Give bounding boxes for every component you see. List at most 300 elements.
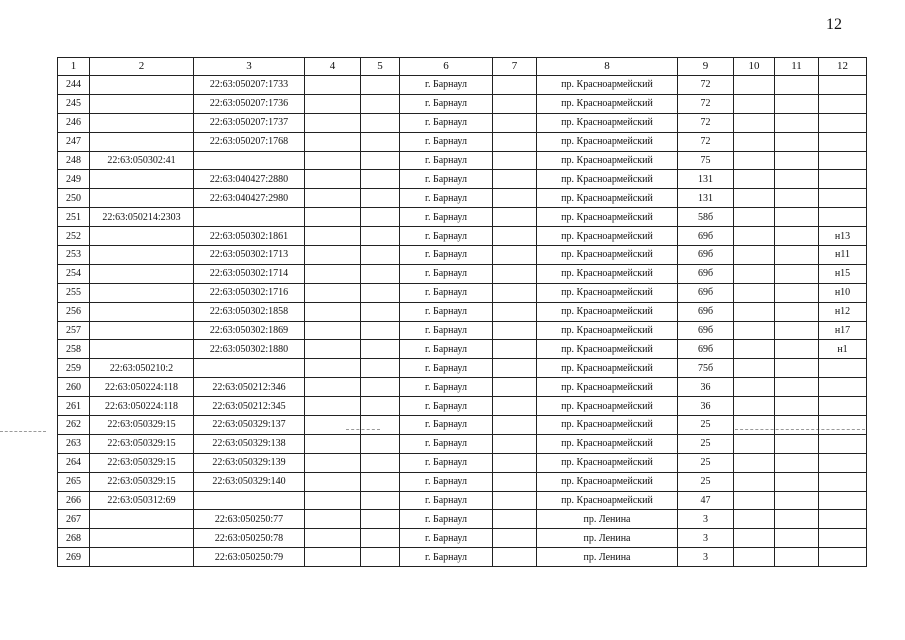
table-row (58, 453, 867, 472)
row-number-cell: 266 (58, 491, 90, 510)
house-number-cell: 3 (678, 510, 734, 529)
row-number-cell: 250 (58, 189, 90, 208)
table-row (58, 434, 867, 453)
house-number-cell: 58б (678, 208, 734, 227)
city-cell: г. Барнаул (400, 434, 493, 453)
col5-cell (361, 132, 400, 151)
cadastral-number-b-cell: 22:63:050302:1713 (194, 246, 305, 265)
street-cell: пр. Красноармейский (537, 340, 678, 359)
col4-cell (305, 302, 361, 321)
cadastral-number-a-cell: 22:63:050302:41 (90, 151, 194, 170)
cadastral-number-a-cell (90, 321, 194, 340)
city-cell: г. Барнаул (400, 94, 493, 113)
col10-cell (734, 170, 775, 189)
premise-number-cell (819, 529, 867, 548)
row-number-cell: 257 (58, 321, 90, 340)
col4-cell (305, 340, 361, 359)
cadastral-number-b-cell: 22:63:050329:138 (194, 434, 305, 453)
premise-number-cell (819, 378, 867, 397)
city-cell: г. Барнаул (400, 132, 493, 151)
house-number-cell: 36 (678, 397, 734, 416)
col4-cell (305, 227, 361, 246)
column-header: 2 (90, 58, 194, 76)
cadastral-number-a-cell (90, 264, 194, 283)
cadastral-number-a-cell: 22:63:050214:2303 (90, 208, 194, 227)
col5-cell (361, 302, 400, 321)
column-header: 12 (819, 58, 867, 76)
cadastral-number-b-cell: 22:63:050302:1858 (194, 302, 305, 321)
city-cell: г. Барнаул (400, 264, 493, 283)
cadastral-number-b-cell: 22:63:050250:77 (194, 510, 305, 529)
col7-cell (493, 170, 537, 189)
table-row (58, 208, 867, 227)
premise-number-cell (819, 132, 867, 151)
premise-number-cell (819, 208, 867, 227)
cadastral-number-a-cell: 22:63:050224:118 (90, 397, 194, 416)
city-cell: г. Барнаул (400, 548, 493, 567)
city-cell: г. Барнаул (400, 76, 493, 95)
premise-number-cell (819, 453, 867, 472)
premise-number-cell (819, 434, 867, 453)
house-number-cell: 69б (678, 246, 734, 265)
col11-cell (775, 359, 819, 378)
cadastral-number-b-cell: 22:63:050302:1861 (194, 227, 305, 246)
street-cell: пр. Красноармейский (537, 283, 678, 302)
cadastral-number-b-cell: 22:63:050207:1733 (194, 76, 305, 95)
col7-cell (493, 548, 537, 567)
cadastral-number-b-cell: 22:63:050302:1716 (194, 283, 305, 302)
cadastral-number-b-cell: 22:63:050207:1768 (194, 132, 305, 151)
col7-cell (493, 416, 537, 435)
premise-number-cell (819, 151, 867, 170)
cadastral-number-a-cell: 22:63:050329:15 (90, 416, 194, 435)
city-cell: г. Барнаул (400, 416, 493, 435)
table-row (58, 170, 867, 189)
col4-cell (305, 321, 361, 340)
col5-cell (361, 227, 400, 246)
col10-cell (734, 321, 775, 340)
col11-cell (775, 189, 819, 208)
cadastral-number-b-cell: 22:63:040427:2980 (194, 189, 305, 208)
col7-cell (493, 359, 537, 378)
table-row (58, 359, 867, 378)
cadastral-number-b-cell: 22:63:050250:79 (194, 548, 305, 567)
col5-cell (361, 151, 400, 170)
row-number-cell: 253 (58, 246, 90, 265)
col5-cell (361, 76, 400, 95)
premise-number-cell: н10 (819, 283, 867, 302)
cadastral-number-a-cell (90, 76, 194, 95)
col10-cell (734, 246, 775, 265)
col11-cell (775, 246, 819, 265)
col11-cell (775, 208, 819, 227)
scan-artifact-line (0, 431, 46, 432)
col10-cell (734, 359, 775, 378)
house-number-cell: 25 (678, 453, 734, 472)
street-cell: пр. Красноармейский (537, 189, 678, 208)
row-number-cell: 269 (58, 548, 90, 567)
table-row (58, 548, 867, 567)
column-header: 9 (678, 58, 734, 76)
col4-cell (305, 548, 361, 567)
row-number-cell: 249 (58, 170, 90, 189)
premise-number-cell: н1 (819, 340, 867, 359)
col5-cell (361, 359, 400, 378)
col5-cell (361, 416, 400, 435)
cadastral-number-b-cell: 22:63:050207:1736 (194, 94, 305, 113)
cadastral-number-a-cell (90, 227, 194, 246)
col10-cell (734, 510, 775, 529)
table-row (58, 151, 867, 170)
col5-cell (361, 472, 400, 491)
row-number-cell: 261 (58, 397, 90, 416)
street-cell: пр. Красноармейский (537, 491, 678, 510)
col4-cell (305, 264, 361, 283)
col5-cell (361, 491, 400, 510)
cadastral-number-a-cell: 22:63:050210:2 (90, 359, 194, 378)
table-row (58, 302, 867, 321)
table-row (58, 491, 867, 510)
col7-cell (493, 94, 537, 113)
col4-cell (305, 378, 361, 397)
street-cell: пр. Красноармейский (537, 472, 678, 491)
col11-cell (775, 283, 819, 302)
row-number-cell: 255 (58, 283, 90, 302)
city-cell: г. Барнаул (400, 359, 493, 378)
row-number-cell: 267 (58, 510, 90, 529)
col10-cell (734, 529, 775, 548)
cadastral-number-a-cell (90, 340, 194, 359)
col11-cell (775, 264, 819, 283)
row-number-cell: 247 (58, 132, 90, 151)
house-number-cell: 72 (678, 132, 734, 151)
col5-cell (361, 170, 400, 189)
row-number-cell: 259 (58, 359, 90, 378)
premise-number-cell (819, 397, 867, 416)
col7-cell (493, 472, 537, 491)
cadastral-number-a-cell (90, 246, 194, 265)
street-cell: пр. Красноармейский (537, 132, 678, 151)
premise-number-cell: н11 (819, 246, 867, 265)
col5-cell (361, 283, 400, 302)
col10-cell (734, 397, 775, 416)
col7-cell (493, 208, 537, 227)
col4-cell (305, 359, 361, 378)
table-row (58, 94, 867, 113)
street-cell: пр. Ленина (537, 529, 678, 548)
col10-cell (734, 491, 775, 510)
house-number-cell: 3 (678, 548, 734, 567)
table-header-row (58, 58, 867, 76)
premise-number-cell: н13 (819, 227, 867, 246)
col4-cell (305, 76, 361, 95)
cadastral-number-b-cell (194, 491, 305, 510)
street-cell: пр. Красноармейский (537, 227, 678, 246)
col11-cell (775, 76, 819, 95)
col10-cell (734, 453, 775, 472)
cadastral-number-a-cell (90, 529, 194, 548)
col10-cell (734, 340, 775, 359)
col11-cell (775, 132, 819, 151)
house-number-cell: 25 (678, 434, 734, 453)
row-number-cell: 254 (58, 264, 90, 283)
col7-cell (493, 434, 537, 453)
col7-cell (493, 340, 537, 359)
table-row (58, 264, 867, 283)
col5-cell (361, 264, 400, 283)
col5-cell (361, 94, 400, 113)
cadastral-number-b-cell: 22:63:050207:1737 (194, 113, 305, 132)
house-number-cell: 72 (678, 113, 734, 132)
city-cell: г. Барнаул (400, 302, 493, 321)
cadastral-number-b-cell (194, 359, 305, 378)
cadastral-number-b-cell: 22:63:050329:139 (194, 453, 305, 472)
cadastral-number-b-cell: 22:63:050250:78 (194, 529, 305, 548)
col5-cell (361, 340, 400, 359)
table-row (58, 189, 867, 208)
col5-cell (361, 434, 400, 453)
city-cell: г. Барнаул (400, 227, 493, 246)
col10-cell (734, 472, 775, 491)
col10-cell (734, 264, 775, 283)
col10-cell (734, 113, 775, 132)
house-number-cell: 69б (678, 283, 734, 302)
house-number-cell: 69б (678, 264, 734, 283)
premise-number-cell: н17 (819, 321, 867, 340)
column-header: 8 (537, 58, 678, 76)
col4-cell (305, 113, 361, 132)
row-number-cell: 264 (58, 453, 90, 472)
page-number: 12 (826, 16, 842, 33)
house-number-cell: 72 (678, 94, 734, 113)
house-number-cell: 72 (678, 76, 734, 95)
col4-cell (305, 453, 361, 472)
col11-cell (775, 227, 819, 246)
col11-cell (775, 151, 819, 170)
col4-cell (305, 283, 361, 302)
col11-cell (775, 529, 819, 548)
cadastral-number-a-cell: 22:63:050224:118 (90, 378, 194, 397)
column-header: 3 (194, 58, 305, 76)
col10-cell (734, 132, 775, 151)
col4-cell (305, 472, 361, 491)
col7-cell (493, 283, 537, 302)
col10-cell (734, 94, 775, 113)
col4-cell (305, 94, 361, 113)
street-cell: пр. Красноармейский (537, 434, 678, 453)
table-row (58, 416, 867, 435)
table-row (58, 510, 867, 529)
city-cell: г. Барнаул (400, 283, 493, 302)
premise-number-cell (819, 94, 867, 113)
house-number-cell: 69б (678, 227, 734, 246)
column-header: 7 (493, 58, 537, 76)
col7-cell (493, 113, 537, 132)
col10-cell (734, 302, 775, 321)
table-row (58, 76, 867, 95)
col7-cell (493, 378, 537, 397)
col7-cell (493, 491, 537, 510)
col10-cell (734, 151, 775, 170)
row-number-cell: 256 (58, 302, 90, 321)
col11-cell (775, 491, 819, 510)
street-cell: пр. Красноармейский (537, 170, 678, 189)
street-cell: пр. Красноармейский (537, 76, 678, 95)
registry-table (57, 57, 867, 567)
col5-cell (361, 378, 400, 397)
col4-cell (305, 434, 361, 453)
premise-number-cell: н15 (819, 264, 867, 283)
col10-cell (734, 189, 775, 208)
cadastral-number-b-cell: 22:63:050329:137 (194, 416, 305, 435)
row-number-cell: 260 (58, 378, 90, 397)
premise-number-cell (819, 510, 867, 529)
table-row (58, 227, 867, 246)
premise-number-cell (819, 113, 867, 132)
col5-cell (361, 189, 400, 208)
col11-cell (775, 340, 819, 359)
col10-cell (734, 283, 775, 302)
cadastral-number-a-cell (90, 510, 194, 529)
street-cell: пр. Красноармейский (537, 113, 678, 132)
house-number-cell: 75 (678, 151, 734, 170)
street-cell: пр. Красноармейский (537, 359, 678, 378)
cadastral-number-a-cell: 22:63:050329:15 (90, 434, 194, 453)
cadastral-number-b-cell: 22:63:050212:345 (194, 397, 305, 416)
col7-cell (493, 302, 537, 321)
col5-cell (361, 208, 400, 227)
premise-number-cell (819, 76, 867, 95)
house-number-cell: 36 (678, 378, 734, 397)
row-number-cell: 263 (58, 434, 90, 453)
col4-cell (305, 416, 361, 435)
cadastral-number-a-cell (90, 548, 194, 567)
row-number-cell: 265 (58, 472, 90, 491)
col11-cell (775, 548, 819, 567)
col11-cell (775, 397, 819, 416)
cadastral-number-a-cell (90, 132, 194, 151)
street-cell: пр. Красноармейский (537, 151, 678, 170)
col7-cell (493, 453, 537, 472)
col7-cell (493, 76, 537, 95)
col7-cell (493, 246, 537, 265)
col4-cell (305, 208, 361, 227)
street-cell: пр. Ленина (537, 510, 678, 529)
col4-cell (305, 151, 361, 170)
col4-cell (305, 529, 361, 548)
premise-number-cell (819, 548, 867, 567)
col11-cell (775, 302, 819, 321)
col4-cell (305, 397, 361, 416)
city-cell: г. Барнаул (400, 170, 493, 189)
premise-number-cell (819, 359, 867, 378)
col11-cell (775, 510, 819, 529)
row-number-cell: 258 (58, 340, 90, 359)
col5-cell (361, 453, 400, 472)
col10-cell (734, 378, 775, 397)
cadastral-number-b-cell (194, 151, 305, 170)
cadastral-number-b-cell: 22:63:050302:1880 (194, 340, 305, 359)
col7-cell (493, 529, 537, 548)
row-number-cell: 248 (58, 151, 90, 170)
row-number-cell: 245 (58, 94, 90, 113)
premise-number-cell (819, 472, 867, 491)
cadastral-number-b-cell: 22:63:050329:140 (194, 472, 305, 491)
street-cell: пр. Красноармейский (537, 264, 678, 283)
house-number-cell: 131 (678, 170, 734, 189)
premise-number-cell (819, 491, 867, 510)
col4-cell (305, 132, 361, 151)
street-cell: пр. Красноармейский (537, 321, 678, 340)
column-header: 4 (305, 58, 361, 76)
row-number-cell: 262 (58, 416, 90, 435)
col7-cell (493, 264, 537, 283)
street-cell: пр. Красноармейский (537, 397, 678, 416)
col10-cell (734, 208, 775, 227)
cadastral-number-a-cell (90, 113, 194, 132)
city-cell: г. Барнаул (400, 510, 493, 529)
column-header: 5 (361, 58, 400, 76)
table-row (58, 113, 867, 132)
col7-cell (493, 397, 537, 416)
table-row (58, 378, 867, 397)
column-header: 1 (58, 58, 90, 76)
city-cell: г. Барнаул (400, 113, 493, 132)
house-number-cell: 25 (678, 472, 734, 491)
cadastral-number-a-cell (90, 170, 194, 189)
city-cell: г. Барнаул (400, 529, 493, 548)
col11-cell (775, 113, 819, 132)
premise-number-cell (819, 189, 867, 208)
row-number-cell: 251 (58, 208, 90, 227)
col4-cell (305, 170, 361, 189)
col7-cell (493, 151, 537, 170)
col5-cell (361, 246, 400, 265)
city-cell: г. Барнаул (400, 397, 493, 416)
house-number-cell: 69б (678, 302, 734, 321)
col11-cell (775, 434, 819, 453)
table-row (58, 529, 867, 548)
cadastral-number-b-cell: 22:63:050212:346 (194, 378, 305, 397)
col11-cell (775, 94, 819, 113)
row-number-cell: 246 (58, 113, 90, 132)
cadastral-number-a-cell (90, 189, 194, 208)
row-number-cell: 268 (58, 529, 90, 548)
col4-cell (305, 246, 361, 265)
house-number-cell: 69б (678, 321, 734, 340)
col5-cell (361, 397, 400, 416)
house-number-cell: 69б (678, 340, 734, 359)
premise-number-cell: н12 (819, 302, 867, 321)
col10-cell (734, 76, 775, 95)
cadastral-number-a-cell (90, 283, 194, 302)
street-cell: пр. Красноармейский (537, 378, 678, 397)
row-number-cell: 252 (58, 227, 90, 246)
premise-number-cell (819, 416, 867, 435)
col4-cell (305, 189, 361, 208)
street-cell: пр. Красноармейский (537, 302, 678, 321)
col11-cell (775, 378, 819, 397)
col7-cell (493, 510, 537, 529)
cadastral-number-a-cell: 22:63:050329:15 (90, 472, 194, 491)
city-cell: г. Барнаул (400, 189, 493, 208)
cadastral-number-b-cell: 22:63:050302:1869 (194, 321, 305, 340)
col10-cell (734, 227, 775, 246)
cadastral-number-b-cell (194, 208, 305, 227)
city-cell: г. Барнаул (400, 208, 493, 227)
column-header: 6 (400, 58, 493, 76)
street-cell: пр. Красноармейский (537, 208, 678, 227)
